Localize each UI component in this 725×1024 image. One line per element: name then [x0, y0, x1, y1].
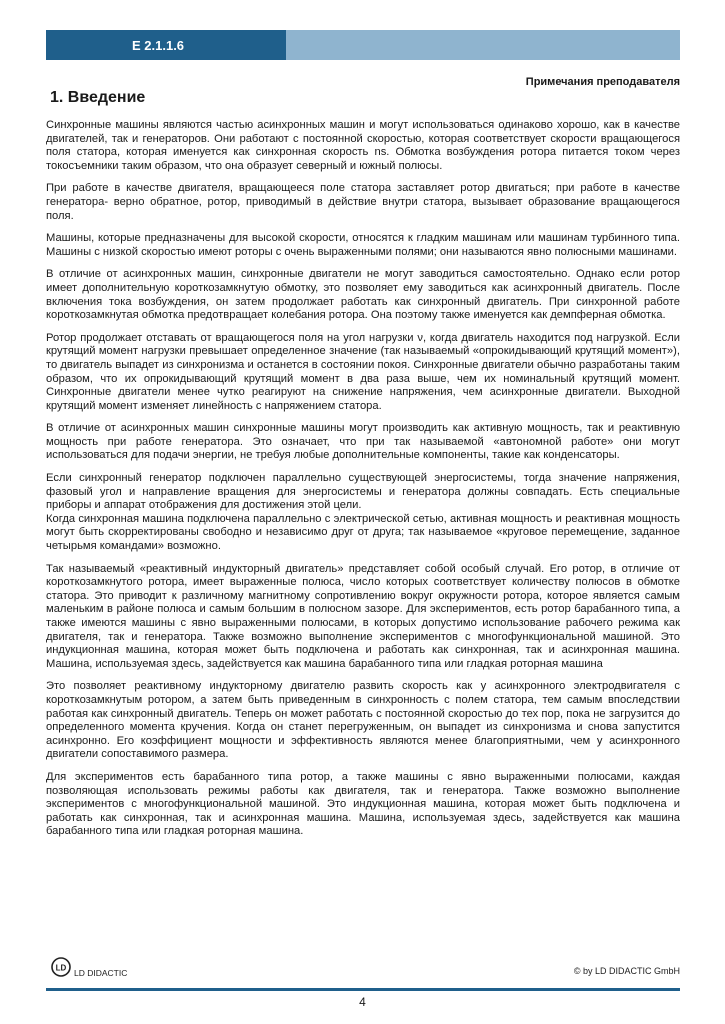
body-text [46, 119, 680, 848]
paragraph: Ротор продолжает отставать от вращающегося поля на угол нагрузки ν, когда двигатель находится под нагрузкой. Если крутящий момент нагрузки превышает определенное значение (так называемый «опрокидывающий крутящий момент»), то двигатель выпадет из синхронизма и останется в состоянии покоя. Синхронные двигатели обычно разработаны таким образом, что их опрокидывающий крутящий момент в два раза выше, чем их номинальный крутящий момент. Синхронные двигатели менее чутко реагируют на снижение напряжения, чем асинхронные двигатели. Выходной крутящий момент изменяет линейность с напряжением статора. [46, 331, 680, 412]
header-bar [46, 30, 680, 60]
paragraph: Если синхронный генератор подключен параллельно существующей энергосистемы, тогда значение напряжения, фазовый угол и направление вращения для энергосистемы и генератора должны совпадать. Есть специальные приборы и аппарат отображения для достижения этой цели. [46, 472, 680, 512]
ld-didactic-logo [50, 956, 127, 978]
copyright: © by LD DIDACTIC GmbH [573, 966, 680, 976]
page-number: 4 [359, 995, 366, 1009]
teacher-notes-title: Примечания преподавателя [525, 76, 680, 88]
paragraph: Синхронные машины являются частью асинхронных машин и могут использоваться одинаково хорошо, как в качестве двигателей, так и генераторов. Они работают с постоянной скоростью, которая соответствует скорости вращающегося поля статора, которая именуется как синхронная скорость ns. Обмотка возбуждения ротора питается током через токосъемники таким образом, что она образует северный и южный полюсы. [46, 119, 680, 172]
header-band [286, 30, 680, 60]
paragraph: В отличие от асинхронных машин синхронные машины могут производить как активную мощность, так и реактивную мощность при работе генератора. Это означает, что при так называемой «автономной работе» они могут использоваться для подачи энергии, не требуя любые дополнительные компоненты, такие как конденсаторы. [46, 422, 680, 462]
paragraph: Это позволяет реактивному индукторному двигателю развить скорость как у асинхронного электродвигателя с короткозамкнутым ротором, а затем быть приведенным в синхронность с полем статора, тем самым впоследствии работая как синхронный двигатель. Теперь он может работать с постоянной скоростью до тех пор, пока не загрузится до определенного момента кручения. Когда он станет перегруженным, он выпадет из синхронизма и снова запустится асинхронно. Его коэффициент мощности и эффективность являются менее благоприятными, чем у асинхронного двигатели сопоставимого размера. [46, 680, 680, 761]
section-title: 1. Введение [50, 89, 146, 106]
footer [46, 956, 680, 986]
logo-text: LD DIDACTIC [74, 968, 128, 978]
paragraph: Для экспериментов есть барабанного типа ротор, а также машины с явно выраженными полюсами, каждая позволяющая использовать режимы работы как двигателя, так и генератора. Также возможно выполнение экспериментов с многофункциональной машиной. Это индукционная машина, которая может быть подключена и работать как синхронная, так и асинхронная машина. Машина, используемая здесь, задействуется как машина барабанного типа или гладкая роторная машина. [46, 770, 680, 838]
document-code: E 2.1.1.6 [46, 30, 286, 60]
paragraph: Так называемый «реактивный индукторный двигатель» представляет собой особый случай. Его ротор, в отличие от короткозамкнутого ротора, имеет выраженные полюса, число которых соответствует количеству полюсов в обмотке статора. Это приводит к различному магнитному сопротивлению вокруг окружности ротора, которое является самым маленьким в районе полюса и самым большим в полюсном зазоре. Для экспериментов, есть ротор барабанного типа, а также имеются машины с явно выраженными полюсами, в которых допустимо использование рабочего режима как двигателя, так и генератора. Также возможно выполнение экспериментов с многофункциональной машиной. Это индукционная машина, которая может быть подключена и работать как синхронная, так и асинхронная машина. Машина, используемая здесь, задействуется как машина барабанного типа или гладкая роторная машина [46, 562, 680, 670]
ld-logo-icon [50, 956, 72, 978]
paragraph: При работе в качестве двигателя, вращающееся поле статора заставляет ротор двигаться; при работе в качестве генератора- верно обратное, ротор, приводимый в действие внутри статора, вызывает образование вращающегося поля. [46, 182, 680, 222]
svg-text:LD: LD [55, 963, 67, 973]
paragraph: Машины, которые предназначены для высокой скорости, относятся к гладким машинам или машинам турбинного типа. Машины с низкой скоростью имеют роторы с очень выраженными полями; они называются явно полюсными машинами. [46, 232, 680, 258]
paragraph: Когда синхронная машина подключена параллельно с электрической сетью, активная мощность и реактивная мощность могут быть скорректированы свободно и независимо друг от друга; так называемое «круговое перемещение, заданное четырьмя командами» возможно. [46, 512, 680, 553]
paragraph: В отличие от асинхронных машин, синхронные двигатели не могут заводиться самостоятельно. Однако если ротор имеет дополнительную короткозамкнутую обмотку, это позволяет ему заводиться как асинхронный двигатель. После включения тока возбуждения, он затем продолжает работать как синхронный двигатель. При синхронной работе короткозамкнутая обмотка предотвращает колебания ротора. Она поэтому также именуется как демпферная обмотка. [46, 268, 680, 322]
footer-rule [46, 988, 680, 991]
